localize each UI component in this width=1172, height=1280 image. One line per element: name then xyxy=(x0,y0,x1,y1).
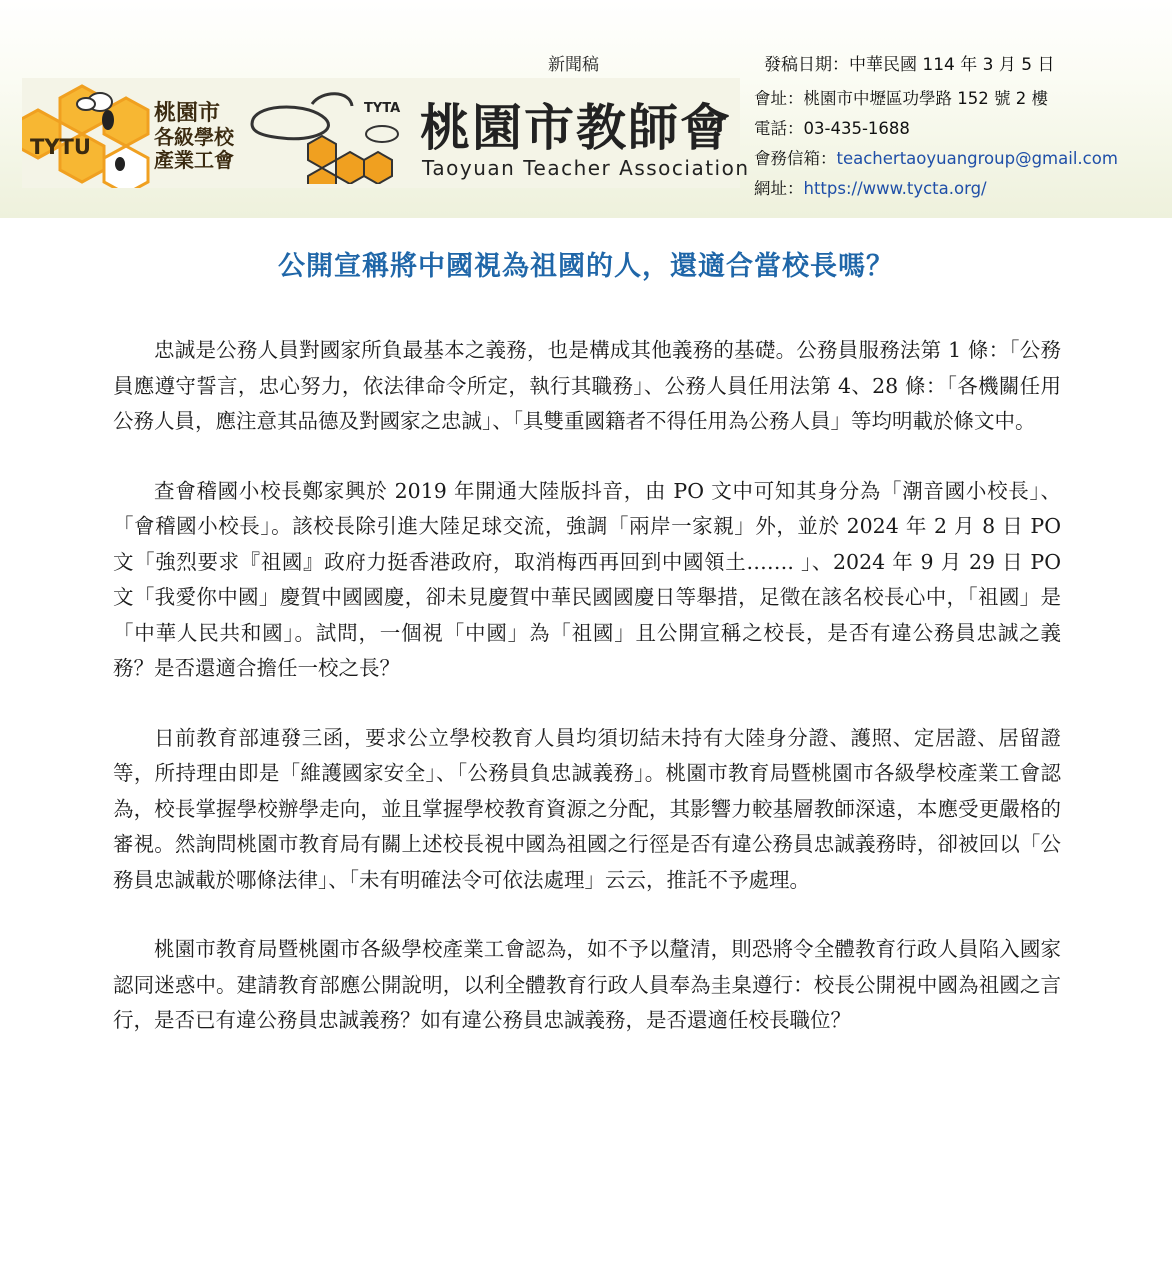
paragraph-2: 查會稽國小校長鄭家興於 2019 年開通大陸版抖音，由 PO 文中可知其身分為「潮音國小校長」、「會稽國小校長」。該校長除引進大陸足球交流，強調「兩岸一家親」外，並於 2024 年 2 月 8 日 PO 文「強烈要求『祖國』政府力挺香港政府，取消梅西再回到中國領土……. 」、2024 年 9 月 29 日 PO 文「我愛你中國」慶賀中國國慶，卻未見慶賀中華民國國慶日等舉措，足徵在該名校長心中，「祖國」是「中華人民共和國」。試問，一個視「中國」為「祖國」且公開宣稱之校長，是否有違公務員忠誠之義務？是否還適合擔任一校之長？ xyxy=(113,478,1061,680)
tyta-logo xyxy=(242,84,422,184)
tytu-line2: 各級學校 xyxy=(154,125,234,149)
website-row xyxy=(754,174,1118,204)
press-release-label: 新聞稿 xyxy=(548,55,599,75)
tyta-abbr: TYTA xyxy=(364,101,401,116)
release-date: 發稿日期：中華民國 114 年 3 月 5 日 xyxy=(764,55,1055,75)
address-row xyxy=(754,84,1118,114)
address-value: 桃園市中壢區功學路 152 號 2 樓 xyxy=(803,89,1048,108)
tytu-abbr: TYTU xyxy=(30,135,91,159)
org-name-english: Taoyuan Teacher Association xyxy=(422,156,750,180)
website-link[interactable]: https://www.tycta.org/ xyxy=(803,179,987,198)
org-name-chinese: 桃園市教師會 xyxy=(420,99,732,157)
tytu-logo xyxy=(22,78,262,188)
article-title: 公開宣稱將中國視為祖國的人，還適合當校長嗎？ xyxy=(278,251,894,282)
tytu-line1: 桃園市 xyxy=(154,101,221,126)
contact-block xyxy=(754,84,1118,204)
address-label: 會址： xyxy=(754,89,804,108)
paragraph-1: 忠誠是公務人員對國家所負最基本之義務，也是構成其他義務的基礎。公務員服務法第 1 條：「公務員應遵守誓言，忠心努力，依法律命令所定，執行其職務」、公務人員任用法第 4、28 條：「各機關任用公務人員，應注意其品德及對國家之忠誠」、「具雙重國籍者不得任用為公務人員」等均明載於條文中。 xyxy=(113,338,1061,433)
website-label: 網址： xyxy=(754,179,804,198)
email-row xyxy=(754,144,1118,174)
logo-area xyxy=(22,78,750,188)
phone-row xyxy=(754,114,1118,144)
article-body xyxy=(113,333,1061,1073)
phone-value: 03-435-1688 xyxy=(803,119,910,138)
tytu-line3: 產業工會 xyxy=(154,148,234,172)
phone-label: 電話： xyxy=(754,119,804,138)
paragraph-4: 桃園市教育局暨桃園市各級學校產業工會認為，如不予以釐清，則恐將令全體教育行政人員陷入國家認同迷惑中。建請教育部應公開說明，以利全體教育行政人員奉為圭臬遵行：校長公開視中國為祖國之言行，是否已有違公務員忠誠義務？如有違公務員忠誠義務，是否還適任校長職位？ xyxy=(113,937,1061,1032)
email-link[interactable]: teachertaoyuangroup@gmail.com xyxy=(836,149,1118,168)
email-label: 會務信箱： xyxy=(754,149,837,168)
paragraph-3: 日前教育部連發三函，要求公立學校教育人員均須切結未持有大陸身分證、護照、定居證、居留證等，所持理由即是「維護國家安全」、「公務員負忠誠義務」。桃園市教育局暨桃園市各級學校產業工會認為，校長掌握學校辦學走向，並且掌握學校教育資源之分配，其影響力較基層教師深遠，本應受更嚴格的審視。然詢問桃園市教育局有關上述校長視中國為祖國之行徑是否有違公務員忠誠義務時，卻被回以「公務員忠誠載於哪條法律」、「未有明確法令可依法處理」云云，推託不予處理。 xyxy=(113,725,1061,892)
